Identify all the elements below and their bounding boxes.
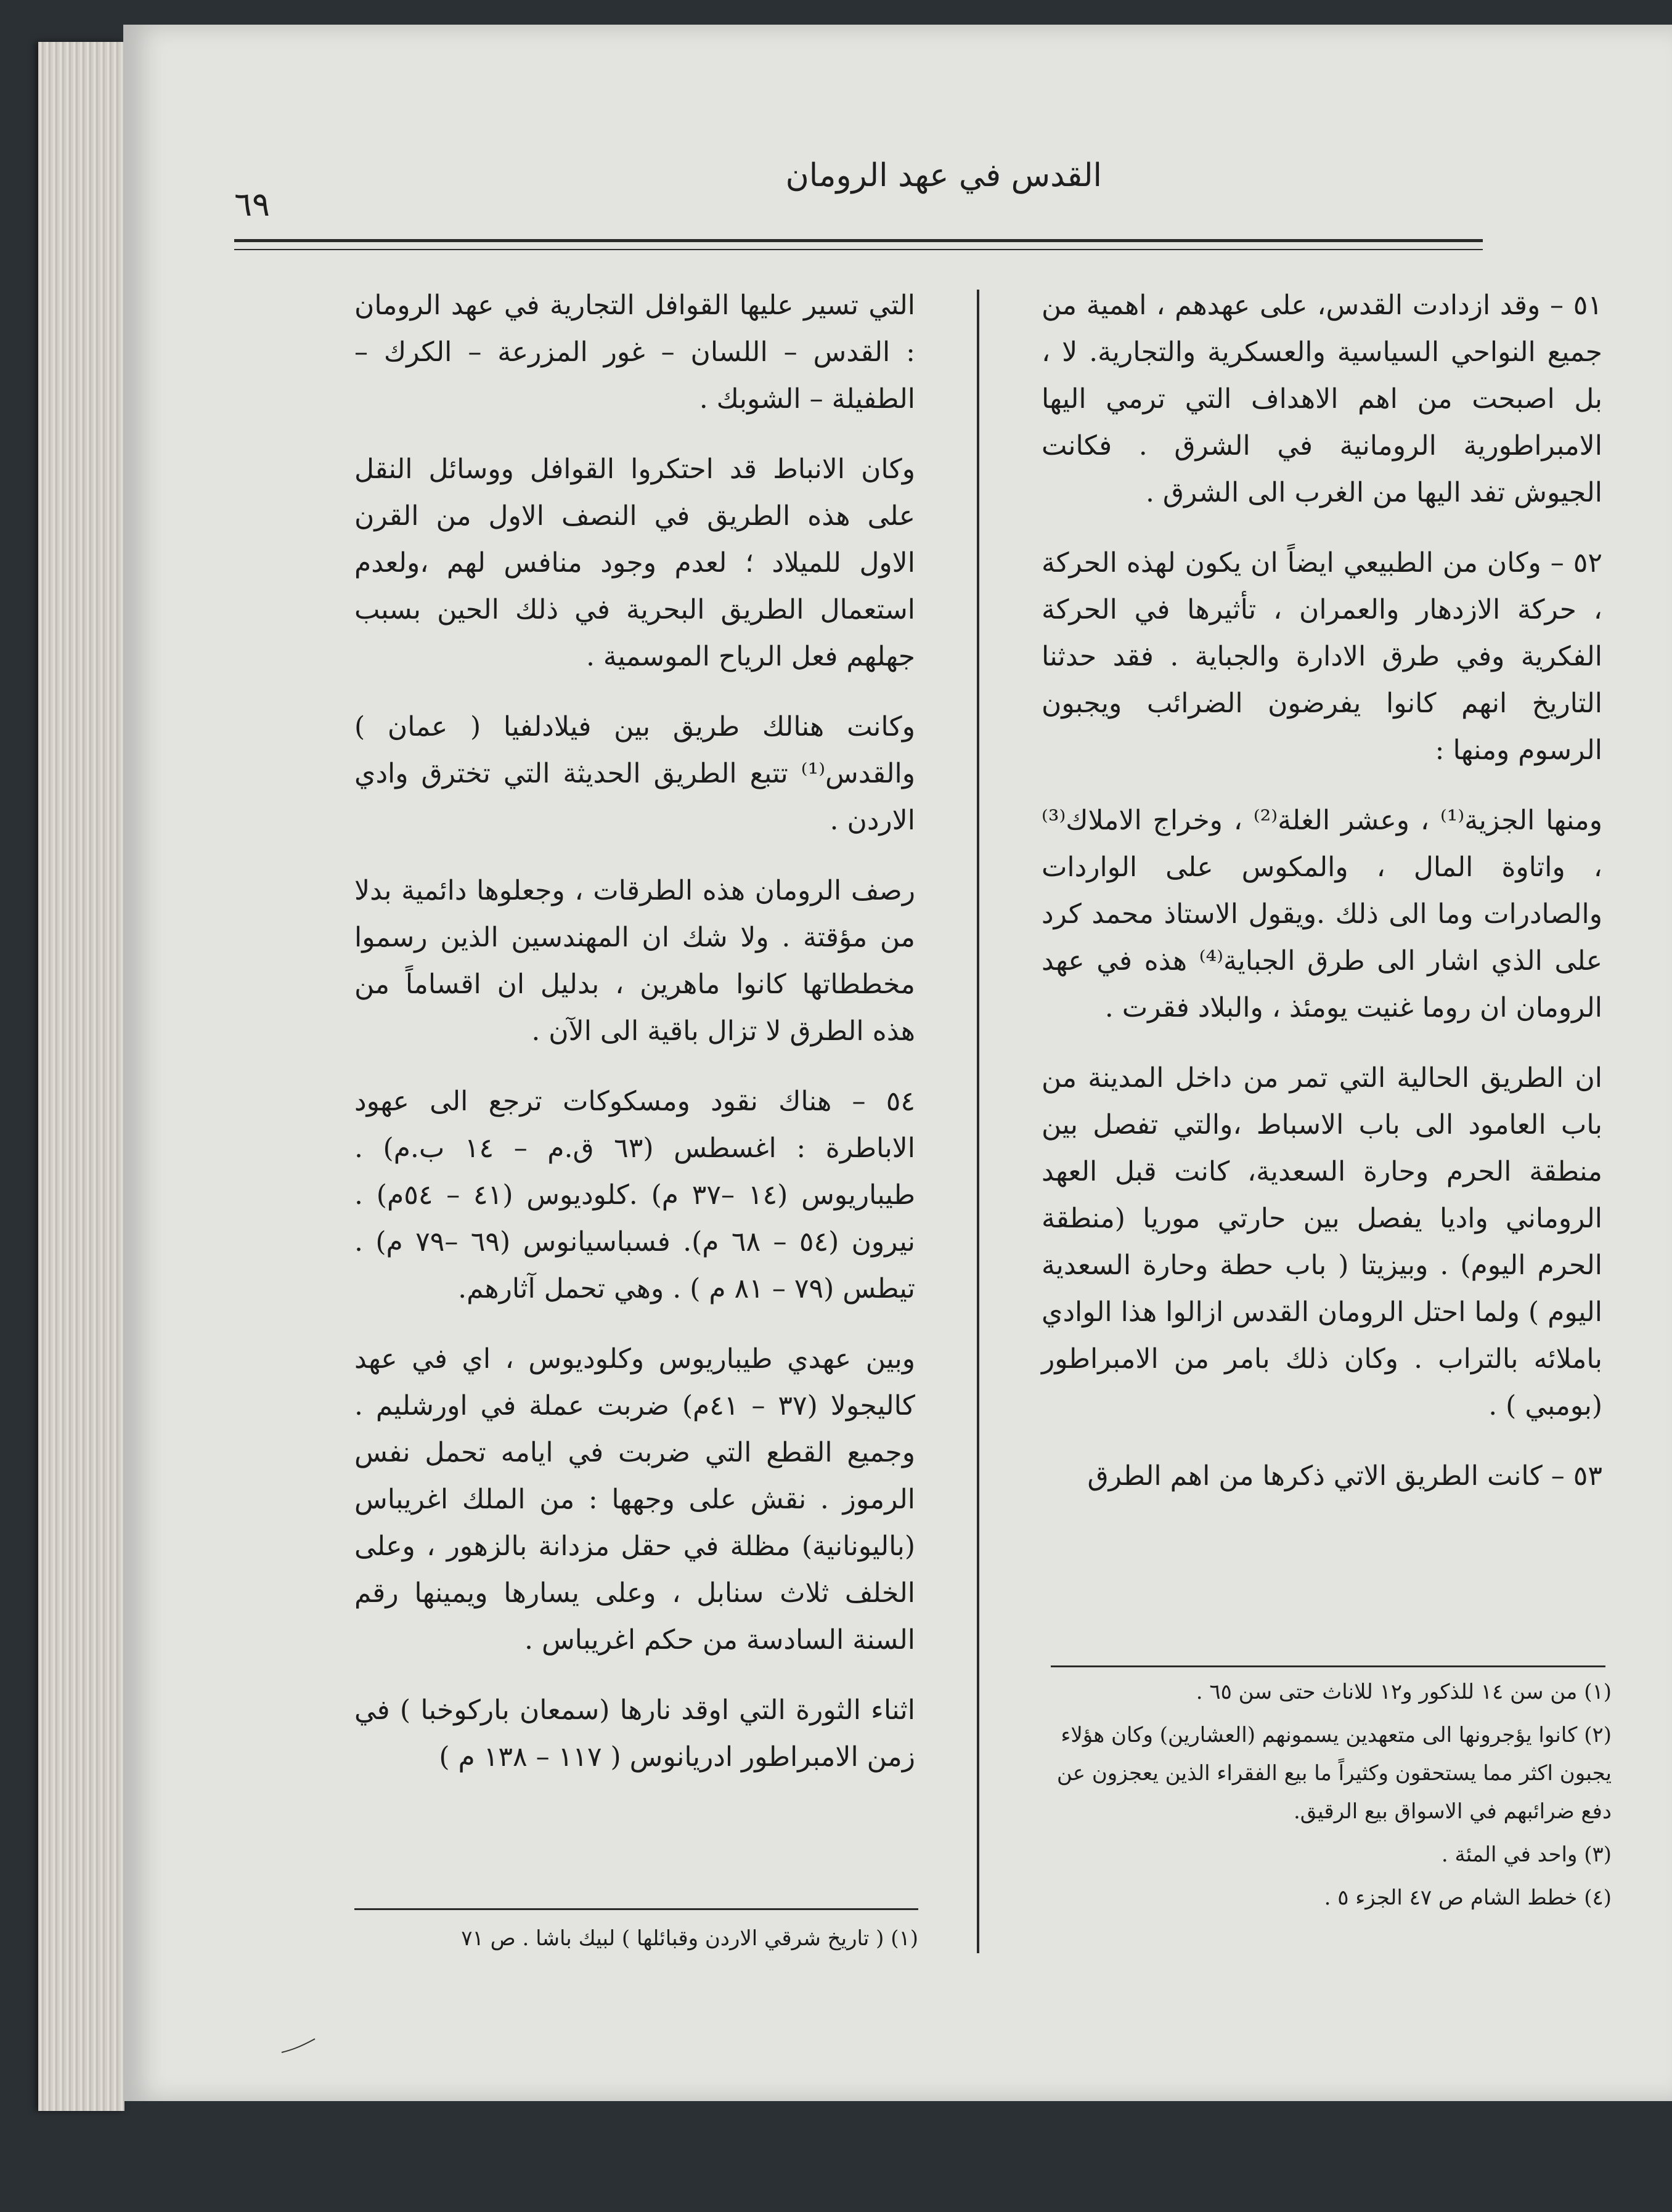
right-text-column xyxy=(1042,282,1602,1523)
footnote-rule-left xyxy=(354,1908,918,1910)
paragraph: وكان الانباط قد احتكروا القوافل ووسائل النقل على هذه الطريق في النصف الاول من القرن الاول للميلاد ؛ لعدم وجود منافس لهم ،ولعدم استعمال الطريق البحرية في ذلك الحين بسبب جهلهم فعل الرياح الموسمية . xyxy=(354,453,915,672)
page-number: ٦٩ xyxy=(234,185,271,224)
pen-mark xyxy=(280,2036,317,2055)
footnote-rule-right xyxy=(1051,1665,1605,1667)
paragraph: رصف الرومان هذه الطرقات ، وجعلوها دائمية بدلا من مؤقتة . ولا شك ان المهندسين الذين رسموا مخططاتها كانوا ماهرين ، بدليل ان اقساماً من هذه الطرق لا تزال باقية الى الآن . xyxy=(354,875,915,1047)
paragraph: ٥٢ – وكان من الطبيعي ايضاً ان يكون لهذه الحركة ، حركة الازدهار والعمران ، تأثيرها في الحركة الفكرية وفي طرق الادارة والجباية . فقد حدثنا التاريخ انهم كانوا يفرضون الضرائب ويجبون الرسوم ومنها : xyxy=(1042,547,1602,766)
paragraph: ان الطريق الحالية التي تمر من داخل المدينة من باب العامود الى باب الاسباط ،والتي تفصل بين منطقة الحرم وحارة السعدية، كانت قبل العهد الروماني واديا يفصل بين حارتي موريا (منطقة الحرم اليوم) . وبيزيتا ( باب حطة وحارة السعدية اليوم ) ولما احتل الرومان القدس ازالوا هذا الوادي باملائه بالتراب . وكان ذلك بامر من الامبراطور (بومبي ) . xyxy=(1042,1062,1602,1421)
paragraph: ٥٣ – كانت الطريق الاتي ذكرها من اهم الطرق xyxy=(1087,1460,1602,1492)
paragraph: ٥١ – وقد ازدادت القدس، على عهدهم ، اهمية من جميع النواحي السياسية والعسكرية والتجارية. لا ، بل اصبحت من اهم الاهداف التي ترمي اليها الامبراطورية الرومانية في الشرق . فكانت الجيوش تفد اليها من الغرب الى الشرق . xyxy=(1042,290,1602,508)
running-header-title: القدس في عهد الرومان xyxy=(785,157,1102,194)
book-page-edges xyxy=(38,42,124,2111)
paragraph: ٥٤ – هناك نقود ومسكوكات ترجع الى عهود الاباطرة : اغسطس (٦٣ ق.م – ١٤ ب.م) . طيباريوس (١٤ –٣٧ م) .كلوديوس (٤١ – ٥٤م) . نيرون (٥٤ – ٦٨ م). فسباسيانوس (٦٩ –٧٩ م) . تيطس (٧٩ – ٨١ م ) . وهي تحمل آثارهم. xyxy=(354,1086,916,1304)
paragraph: ومنها الجزية⁽¹⁾ ، وعشر الغلة⁽²⁾ ، وخراج الاملاك⁽³⁾ ، واتاوة المال ، والمكوس على الواردات والصادرات وما الى ذلك .ويقول الاستاذ محمد كرد على الذي اشار الى طرق الجباية⁽⁴⁾ هذه في عهد الرومان ان روما غنيت يومئذ ، والبلاد فقرت . xyxy=(1042,805,1602,1023)
footnote: (٢) كانوا يؤجرونها الى متعهدين يسمونهم (العشارين) وكان هؤلاء يجبون اكثر مما يستحقون وكثيراً ما بيع الفقراء الذين يعجزون عن دفع ضرائبهم في الاسواق بيع الرقيق. xyxy=(1056,1723,1612,1824)
left-text-column xyxy=(354,282,915,1804)
footnote: (٣) واحد في المئة . xyxy=(1441,1842,1612,1867)
paragraph: التي تسير عليها القوافل التجارية في عهد الرومان : القدس – اللسان – غور المزرعة – الكرك – الطفيلة – الشوبك . xyxy=(354,290,915,415)
paragraph: وبين عهدي طيباريوس وكلوديوس ، اي في عهد كاليجولا (٣٧ – ٤١م) ضربت عملة في اورشليم . وجميع القطع التي ضربت في ايامه تحمل نفس الرموز . نقش على وجهها : من الملك اغريباس (باليونانية) مظلة في حقل مزدانة بالزهور ، وعلى الخلف ثلاث سنابل ، وعلى يسارها ويمينها رقم السنة السادسة من حكم اغريباس . xyxy=(354,1343,915,1656)
footnote: (١) من سن ١٤ للذكور و١٢ للاناث حتى سن ٦٥ . xyxy=(1196,1680,1612,1704)
left-footnotes xyxy=(354,1919,918,1962)
right-footnotes xyxy=(1048,1673,1612,1922)
footnote: (٤) خطط الشام ص ٤٧ الجزء ٥ . xyxy=(1324,1885,1612,1910)
footnote: (١) ( تاريخ شرقي الاردن وقبائلها ) لبيك باشا . ص ٧١ xyxy=(461,1926,918,1951)
column-divider xyxy=(977,290,979,1953)
paragraph: اثناء الثورة التي اوقد نارها (سمعان باركوخبا ) في زمن الامبراطور ادريانوس ( ١١٧ – ١٣٨ م ) xyxy=(354,1694,915,1773)
header-rule-thin xyxy=(234,249,1483,250)
paragraph: وكانت هنالك طريق بين فيلادلفيا ( عمان ) والقدس⁽¹⁾ تتبع الطريق الحديثة التي تخترق وادي الاردن . xyxy=(354,711,915,836)
header-rule-thick xyxy=(234,239,1483,242)
